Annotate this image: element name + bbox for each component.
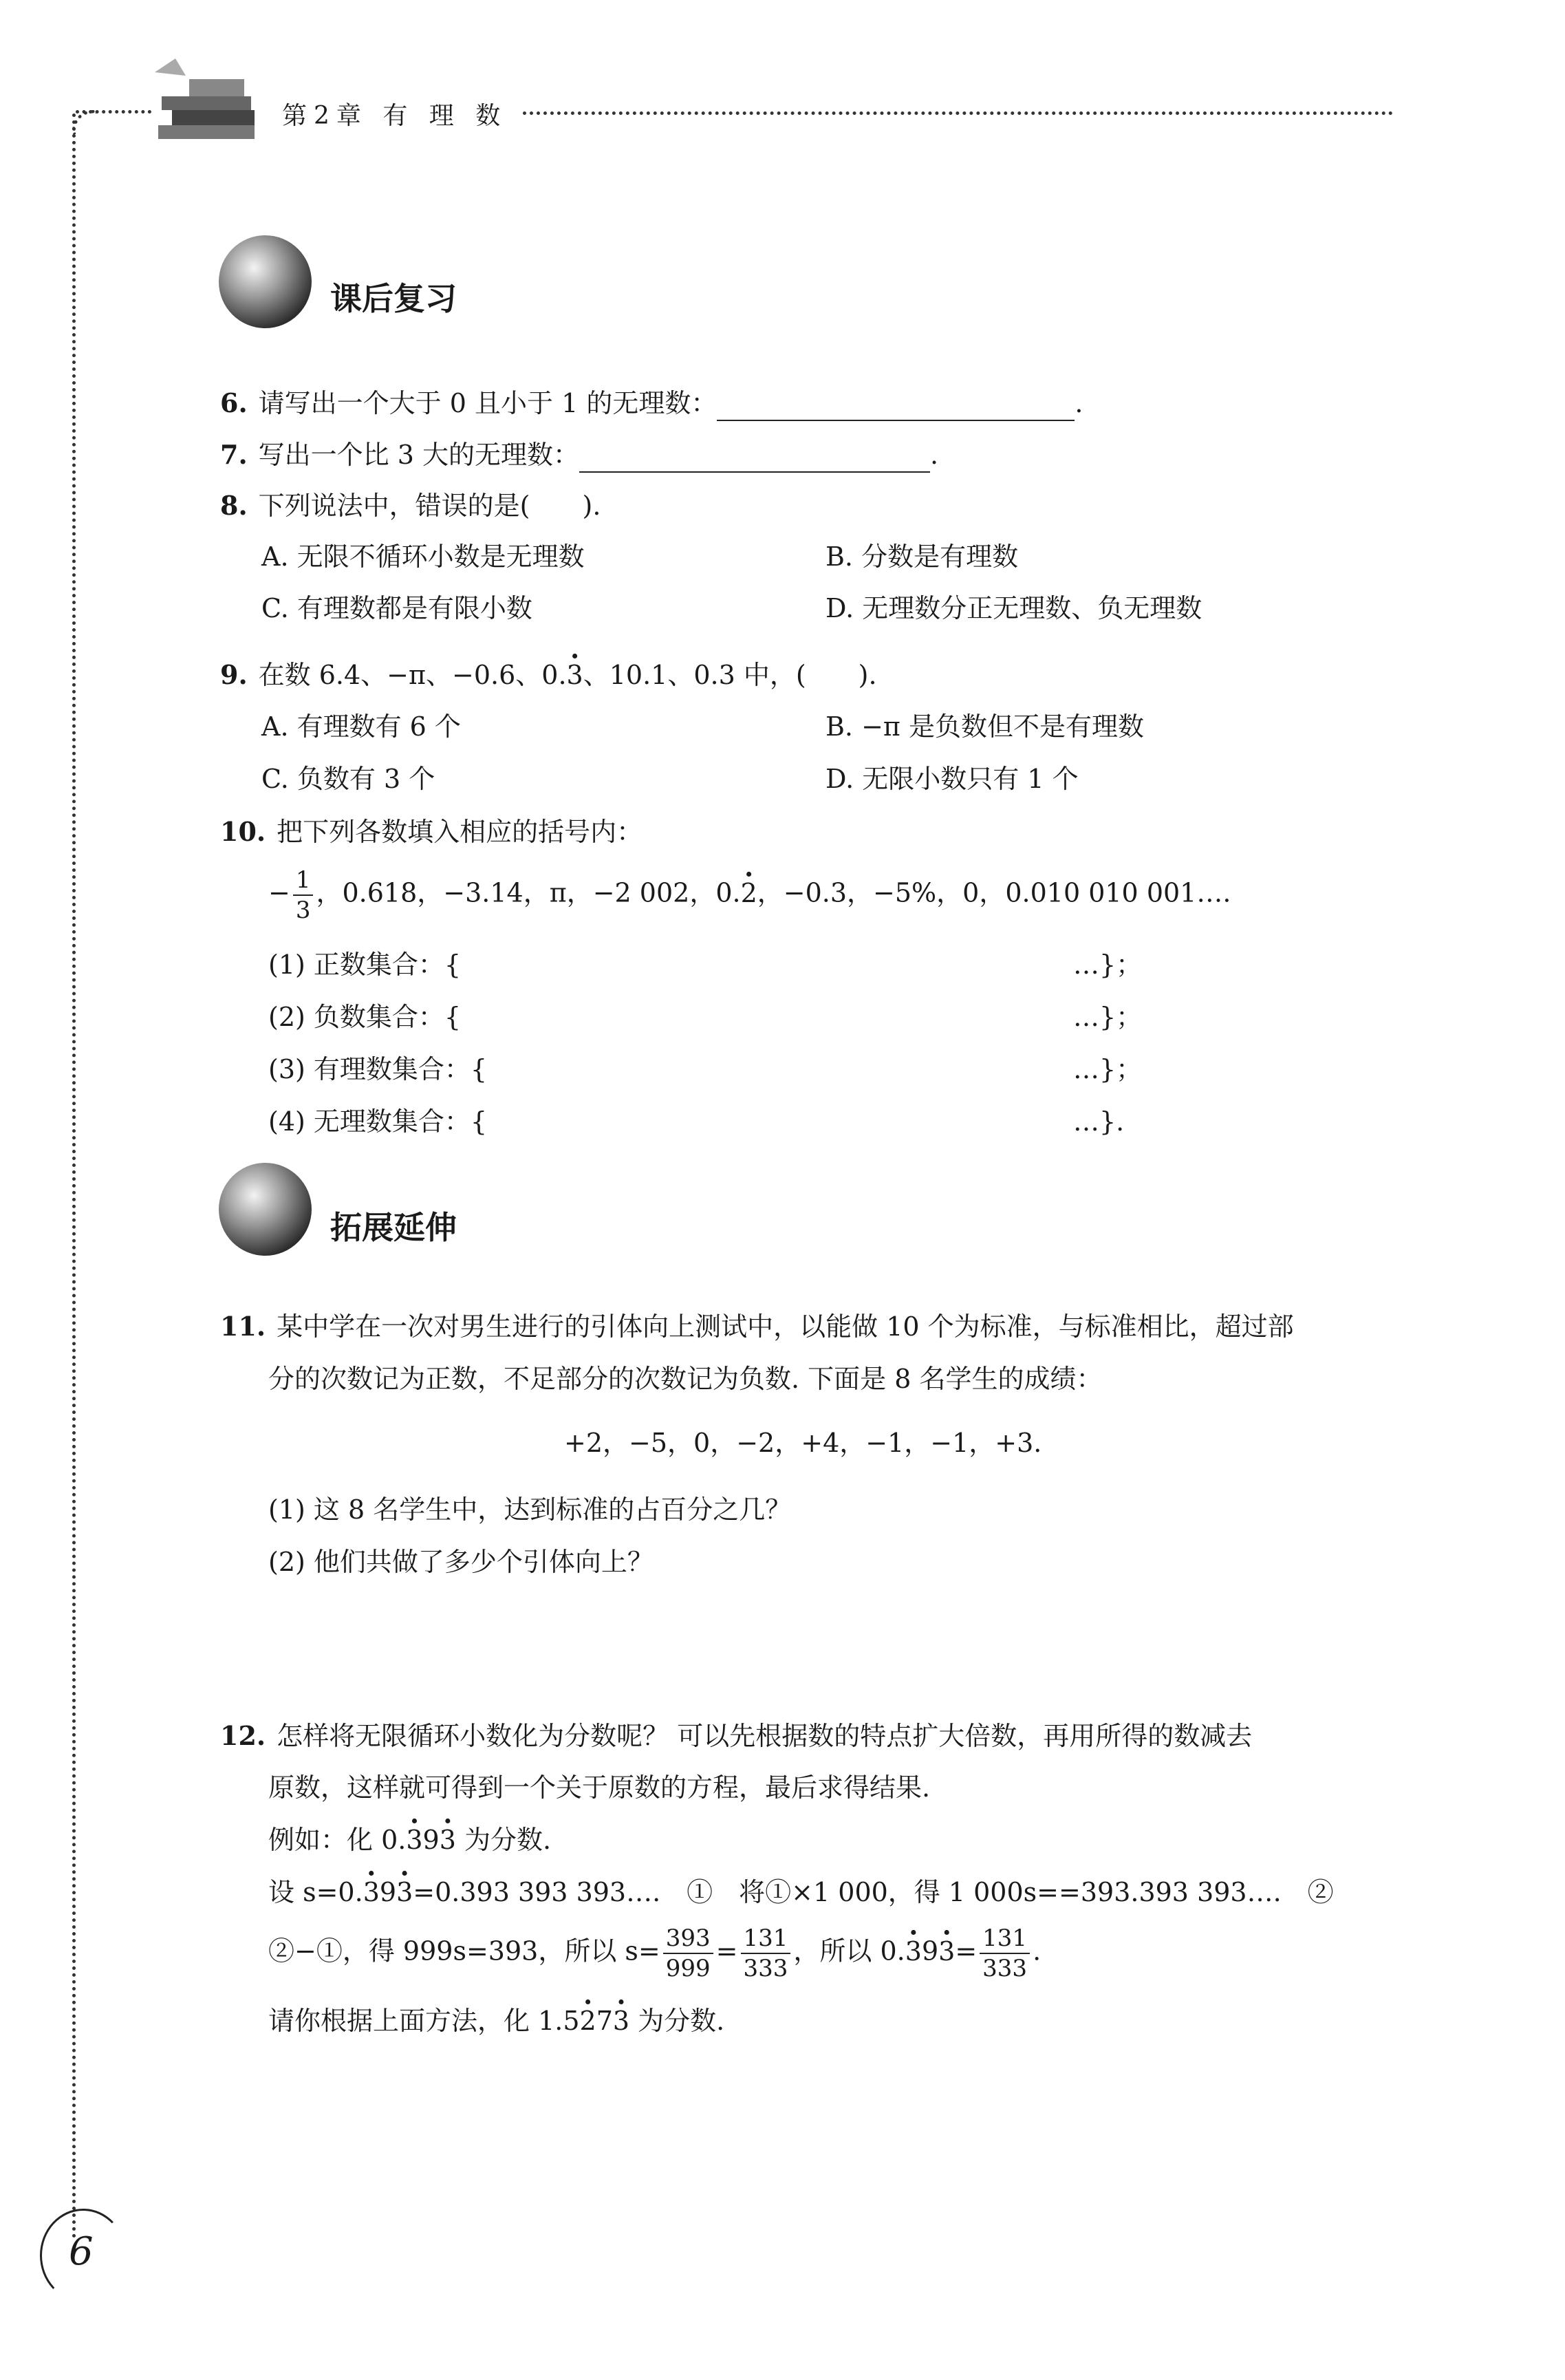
subquestion-1: (1) 这 8 名学生中，达到标准的占百分之几？ <box>268 1494 792 1525</box>
question-text: 某中学在一次对男生进行的引体向上测试中，以能做 10 个为标准，与标准相比，超过部 <box>277 1311 1294 1342</box>
question-8 <box>220 490 601 522</box>
repeating-digit: 2 · <box>741 878 757 908</box>
equals-sign: = <box>715 1936 738 1966</box>
option-a[interactable]: A. 无限不循环小数是无理数 <box>261 542 585 572</box>
question-text: 在数 6.4、−π、−0.6、0. <box>258 660 567 690</box>
set-negative-end: …}； <box>1073 1002 1143 1032</box>
task-text: 请你根据上面方法，化 1.5 <box>268 2006 580 2036</box>
repeating-digit: 3 · <box>938 1936 955 1966</box>
question-9 <box>220 659 877 692</box>
task-text: 为分数. <box>629 2006 725 2036</box>
fraction <box>741 1927 791 1980</box>
task-line <box>268 2006 724 2037</box>
question-number: 7. <box>220 439 248 470</box>
set-rational-end: …}； <box>1073 1054 1143 1084</box>
question-7 <box>220 439 938 473</box>
number-list-text: ，−0.3，−5%，0，0.010 010 001…. <box>757 877 1231 908</box>
question-number: 9. <box>220 659 248 690</box>
example-text: 为分数. <box>455 1825 552 1855</box>
answer-blank[interactable] <box>579 440 930 473</box>
question-11-line2: 分的次数记为正数，不足部分的次数记为负数. 下面是 8 名学生的成绩： <box>268 1364 1103 1394</box>
example-line <box>268 1825 551 1856</box>
header-books-icon <box>148 55 265 144</box>
repeating-digit: 3 · <box>406 1825 422 1855</box>
question-number: 12. <box>220 1720 266 1751</box>
set-negative-label: (2) 负数集合：{ <box>268 1002 462 1032</box>
sphere-icon <box>219 235 312 328</box>
digit: 9 <box>422 1825 440 1855</box>
question-text: 把下列各数填入相应的括号内： <box>277 817 643 847</box>
fraction-numerator: 393 <box>663 1927 713 1954</box>
question-number: 10. <box>220 816 266 847</box>
page-number: 6 <box>69 2229 94 2274</box>
fraction-numerator: 131 <box>741 1927 791 1954</box>
fraction-numerator: 131 <box>980 1927 1030 1954</box>
repeating-digit: 3 · <box>396 1877 413 1907</box>
set-positive-label: (1) 正数集合：{ <box>268 950 462 980</box>
question-number: 11. <box>220 1311 266 1342</box>
question-6 <box>220 387 1083 421</box>
fraction-numerator: 1 <box>293 868 314 896</box>
digit: 7 <box>596 2006 613 2036</box>
question-text: 怎样将无限循环小数化为分数呢？ 可以先根据数的特点扩大倍数，再用所得的数减去 <box>277 1721 1253 1751</box>
question-text: 请写出一个大于 0 且小于 1 的无理数： <box>258 388 717 418</box>
number-list <box>268 868 1231 922</box>
repeating-digit: 3 · <box>567 660 583 690</box>
fraction-denominator: 999 <box>665 1955 711 1982</box>
calculation-line <box>268 1927 1041 1980</box>
margin-rule <box>72 114 76 2240</box>
fraction <box>293 868 314 922</box>
question-end: . <box>930 440 939 470</box>
repeating-digit: 3 · <box>363 1877 380 1907</box>
option-a[interactable]: A. 有理数有 6 个 <box>261 711 461 742</box>
setup-line <box>268 1877 1334 1909</box>
question-12 <box>220 1720 1252 1752</box>
question-10 <box>220 816 643 848</box>
option-c[interactable]: C. 有理数都是有限小数 <box>261 593 532 623</box>
option-d[interactable]: D. 无限小数只有 1 个 <box>825 764 1079 794</box>
fraction <box>663 1927 713 1980</box>
example-text: 例如：化 0. <box>268 1825 407 1855</box>
repeating-digit: 3 · <box>440 1825 456 1855</box>
calc-text: ②−①，得 999s=393，所以 s= <box>268 1936 660 1966</box>
question-text: 写出一个比 3 大的无理数： <box>258 440 580 470</box>
fraction-denominator: 3 <box>295 897 311 924</box>
question-text: 下列说法中，错误的是( ). <box>258 491 601 521</box>
repeating-digit: 3 · <box>613 2006 629 2036</box>
equals-sign: = <box>955 1936 978 1966</box>
repeating-digit: 2 · <box>580 2006 596 2036</box>
section-title-extension: 拓展延伸 <box>330 1209 457 1246</box>
setup-text: 设 s=0. <box>268 1877 363 1907</box>
set-positive-end: …}； <box>1073 950 1143 980</box>
calc-text: . <box>1033 1936 1041 1966</box>
set-rational-label: (3) 有理数集合：{ <box>268 1054 488 1084</box>
set-irrational-end: …}. <box>1073 1106 1125 1137</box>
number-list-text: ，0.618，−3.14，π，−2 002，0. <box>316 877 741 908</box>
sphere-icon <box>219 1163 312 1256</box>
chapter-title: 第2章 有 理 数 <box>282 102 508 130</box>
question-end: . <box>1075 388 1083 418</box>
section-title-review: 课后复习 <box>330 280 457 317</box>
answer-blank[interactable] <box>717 388 1075 421</box>
question-number: 6. <box>220 387 248 418</box>
fraction <box>980 1927 1030 1980</box>
question-12-line2: 原数，这样就可得到一个关于原数的方程，最后求得结果. <box>268 1772 931 1803</box>
calc-text: ，所以 0. <box>793 1936 905 1966</box>
option-c[interactable]: C. 负数有 3 个 <box>261 764 435 794</box>
minus-sign: − <box>268 877 290 908</box>
option-d[interactable]: D. 无理数分正无理数、负无理数 <box>825 593 1202 623</box>
repeating-digit: 3 · <box>905 1936 922 1966</box>
fraction-denominator: 333 <box>982 1955 1028 1982</box>
subquestion-2: (2) 他们共做了多少个引体向上？ <box>268 1547 654 1577</box>
question-11 <box>220 1311 1294 1343</box>
digit: 9 <box>921 1936 939 1966</box>
set-irrational-label: (4) 无理数集合：{ <box>268 1106 488 1137</box>
scores-list: +2，−5，0，−2，+4，−1，−1，+3. <box>564 1428 1042 1458</box>
header-rule-right <box>523 111 1393 115</box>
option-b[interactable]: B. −π 是负数但不是有理数 <box>825 711 1144 742</box>
digit: 9 <box>379 1877 397 1907</box>
question-number: 8. <box>220 490 248 521</box>
question-text: 、10.1、0.3 中，( ). <box>583 660 877 690</box>
fraction-denominator: 333 <box>743 1955 788 1982</box>
option-b[interactable]: B. 分数是有理数 <box>825 542 1019 572</box>
setup-text: =0.393 393 393…. ① 将①×1 000，得 1 000s==393.393 393…. ② <box>413 1877 1334 1907</box>
margin-rule-corner <box>72 110 96 134</box>
